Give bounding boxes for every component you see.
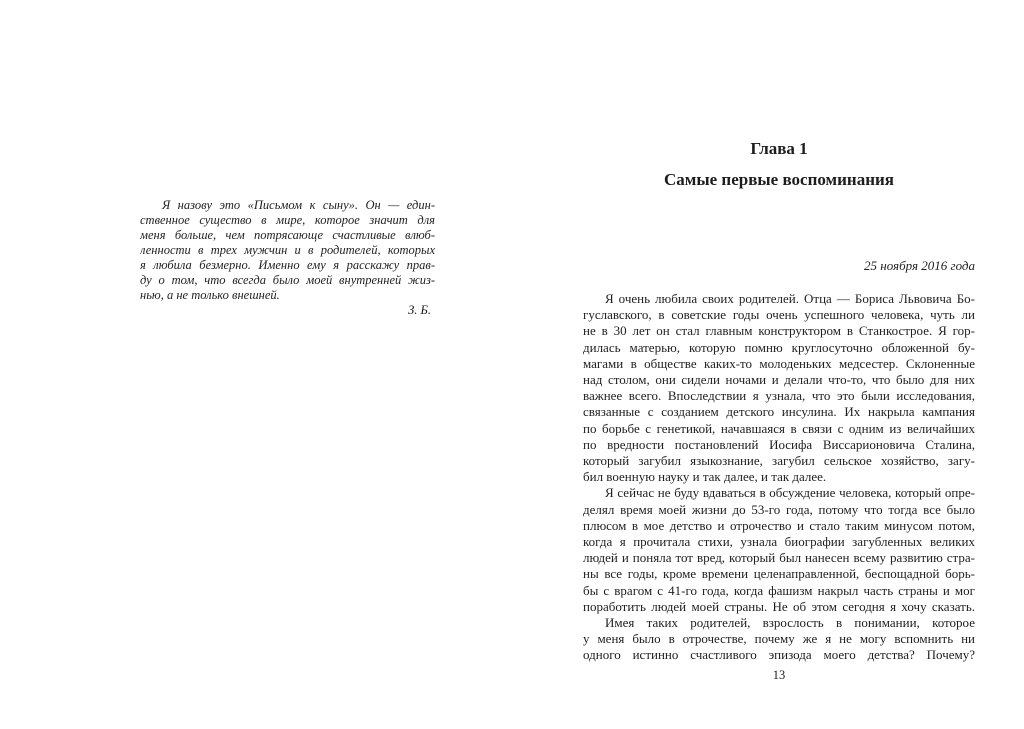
text-line: ственное существо в мире, которое значит для bbox=[140, 213, 435, 227]
text-line: Я очень любила своих родителей. Отца — Бориса Львовича Бо- bbox=[605, 291, 975, 306]
text-line: меня больше, чем потрясающе счастливые влюб- bbox=[140, 228, 435, 242]
text-line: магами в обществе каких-то молоденьких медсестер. Склоненные bbox=[583, 355, 975, 371]
text-line: не в 30 лет он стал главным конструктором в Станкострое. Я гор- bbox=[583, 323, 975, 339]
text-line: по борьбе с генетикой, начавшаяся в связи с одним из величайших bbox=[583, 420, 975, 436]
text-line: нью, а не только внешней. bbox=[140, 288, 280, 302]
text-line: Я сейчас не буду вдаваться в обсуждение человека, который опре- bbox=[605, 485, 975, 501]
text-line: который загубил языкознание, загубил сельское хозяйство, загу- bbox=[583, 453, 975, 469]
text-line: ленности в трех мужчин и в родителей, которых bbox=[140, 243, 435, 257]
paragraph bbox=[583, 615, 975, 664]
text-line: поработить людей моей страны. Не об этом сегодня я хочу сказать. bbox=[583, 598, 975, 614]
date-line: 25 ноября 2016 года bbox=[864, 258, 975, 273]
text-line: гуславского, в советские годы очень успешного человека, чуть ли bbox=[583, 307, 975, 323]
text-line: у меня было в отрочестве, почему же я не могу вспомнить ни bbox=[583, 631, 975, 647]
text-line: делял время моей жизни до 53-го года, потому что тогда все было bbox=[583, 501, 975, 517]
page-number: 13 bbox=[772, 668, 786, 682]
text-line: когда я прочитала стихи, узнала биографии загубленных великих bbox=[583, 534, 975, 550]
body-text bbox=[583, 291, 975, 664]
text-line: бил военную науку и так далее, и так далее. bbox=[583, 469, 827, 485]
text-line: я любила безмерно. Именно ему я расскажу прав- bbox=[140, 258, 435, 272]
text-line: людей и поняла тот вред, который был нанесен всему развитию стра- bbox=[583, 550, 975, 566]
text-line: ны все годы, кроме времени целенаправленной, беспощадной борь- bbox=[583, 566, 975, 582]
chapter-heading: Глава 1 bbox=[750, 139, 808, 158]
chapter-title: Самые первые воспоминания bbox=[663, 170, 894, 189]
text-line: над столом, они сидели ночами и делали что-то, что было для них bbox=[583, 372, 975, 388]
text-line: плюсом в мое детство и отрочество и стало таким минусом потом, bbox=[583, 517, 975, 533]
text-line: дилась матерью, которую помню круглосуточно обложенной бу- bbox=[583, 339, 975, 355]
text-line: связанные с созданием детского инсулина. Их накрыла кампания bbox=[583, 404, 975, 420]
text-line: важнее всего. Впоследствии я узнала, что это были исследования, bbox=[583, 388, 975, 404]
epigraph-signature: З. Б. bbox=[408, 303, 431, 317]
text-line: бы с врагом с 41-го года, когда фашизм накрыл часть страны и мог bbox=[583, 582, 975, 598]
paragraph bbox=[583, 485, 975, 615]
text-line: по вредности постановлений Иосифа Виссарионовича Сталина, bbox=[583, 436, 975, 452]
text-line: Имея таких родителей, взрослость в понимании, которое bbox=[605, 615, 975, 631]
text-line: Я назову это «Письмом к сыну». Он — един- bbox=[162, 198, 435, 212]
text-line: ду о том, что всегда было моей внутренней жиз- bbox=[140, 273, 435, 287]
paragraph bbox=[583, 291, 975, 485]
text-line: одного истинно счастливого эпизода моего детства? Почему? bbox=[583, 647, 975, 663]
